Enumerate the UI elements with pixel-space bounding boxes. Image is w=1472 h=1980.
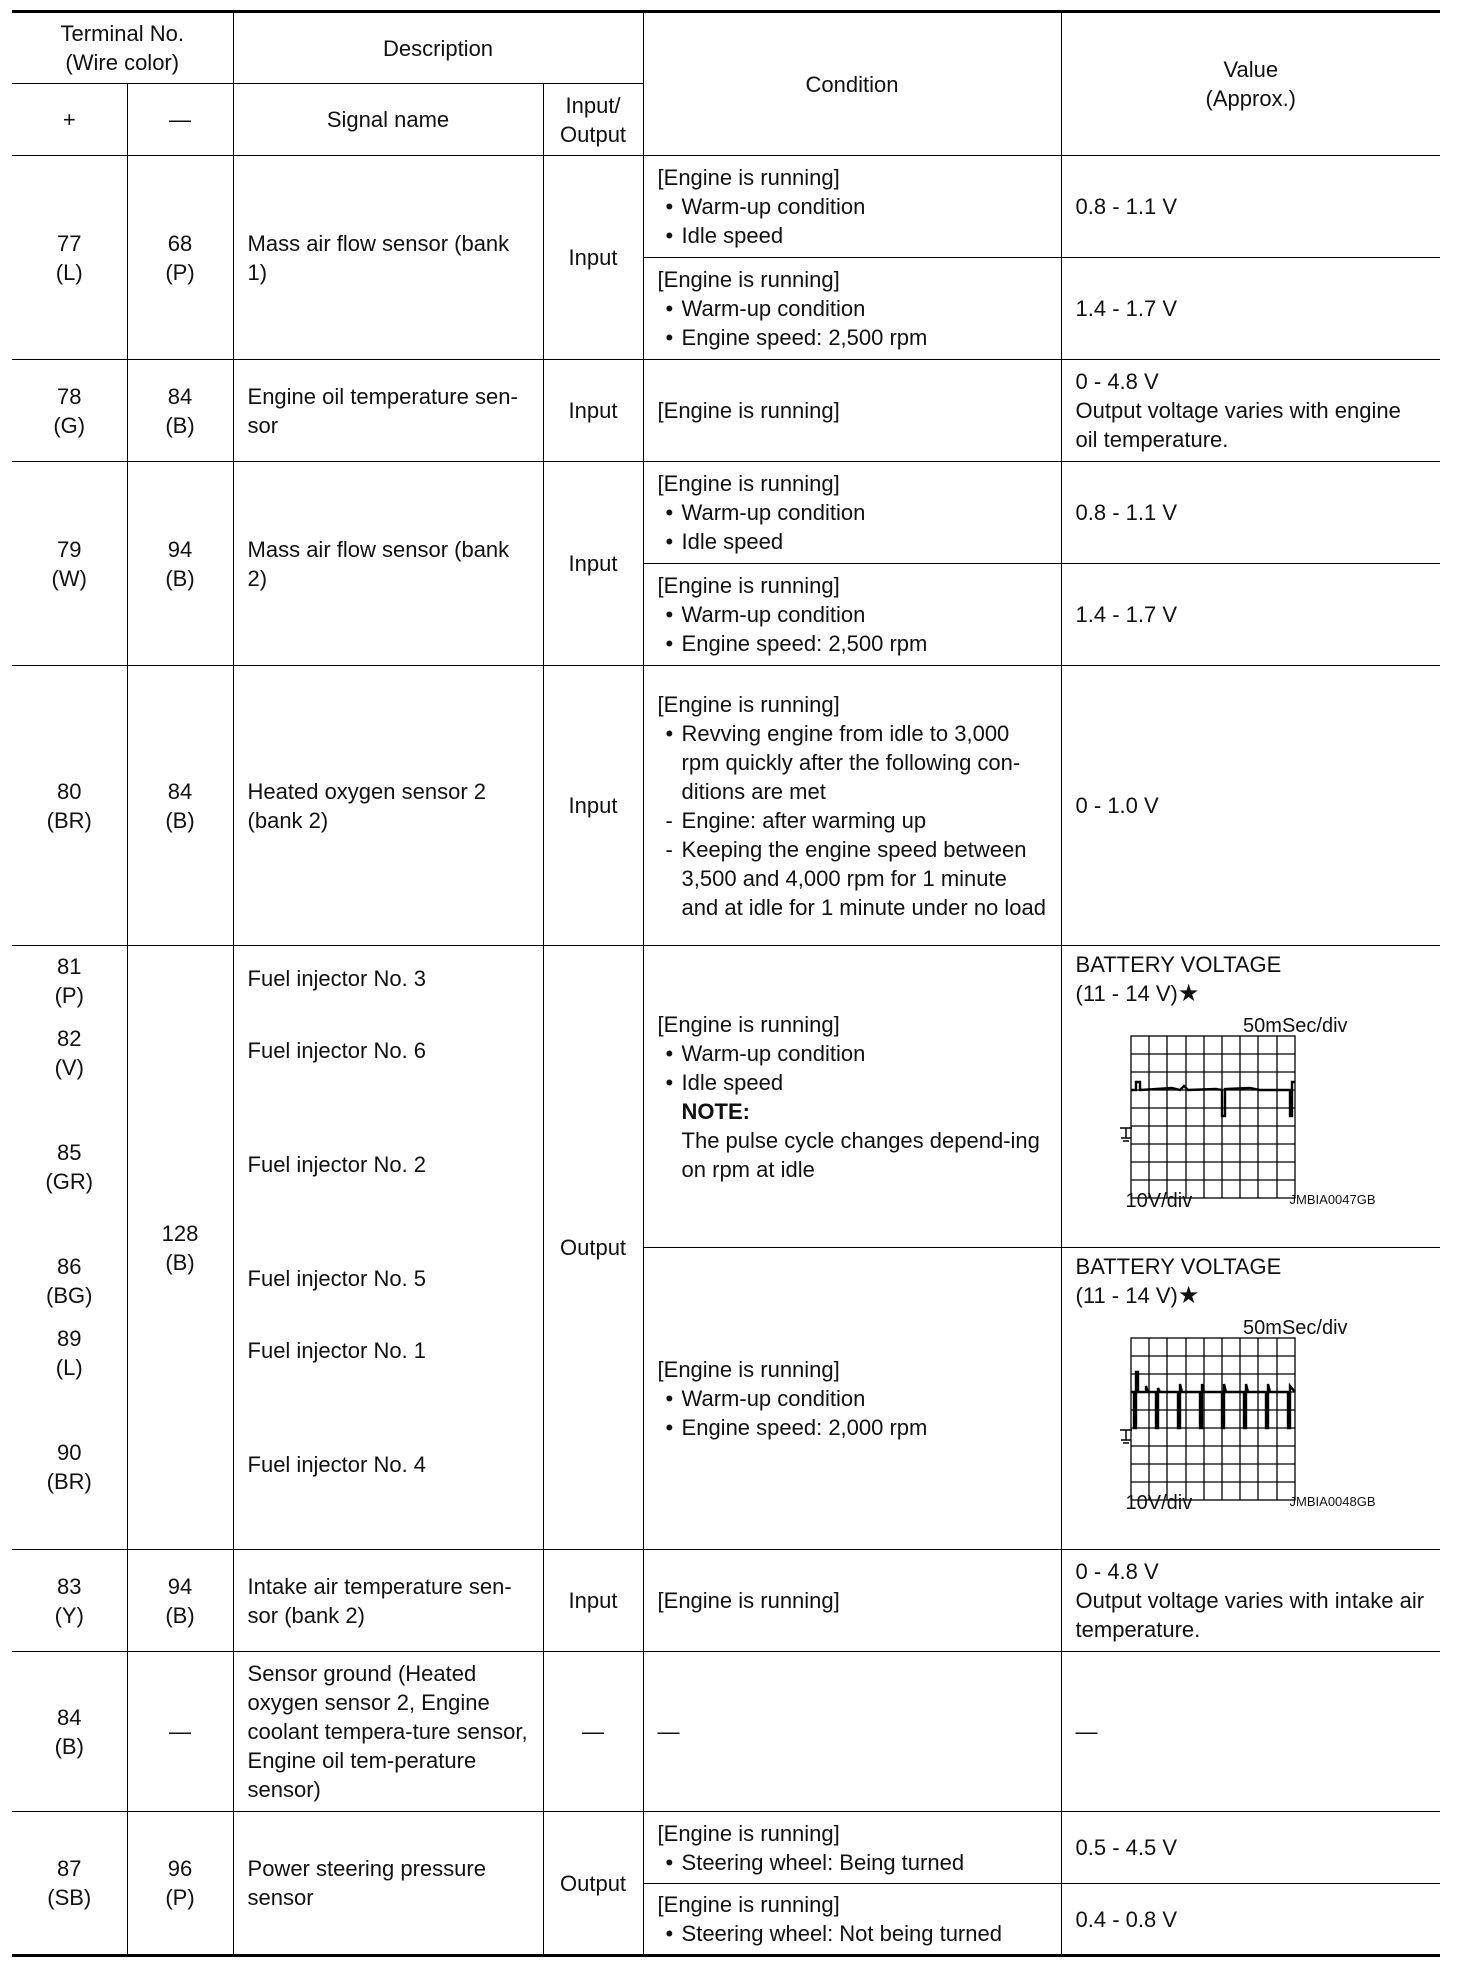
injector-terminal — [26, 1252, 113, 1324]
scope-volt-scale: 10V/div — [1125, 1492, 1193, 1514]
signal-name: Sensor ground (Heated oxygen sensor 2, Engine coolant tempera-ture sensor, Engine oil tem-perature sensor) — [233, 1652, 543, 1812]
injector-terminal — [26, 1024, 113, 1138]
condition-head: [Engine is running] — [657, 1820, 840, 1846]
value-range: (11 - 14 V)★ — [1075, 980, 1200, 1007]
wire-color: (GR) — [45, 1169, 94, 1194]
terminal-number: 94 — [167, 536, 193, 562]
terminal-number: 90 — [57, 1440, 82, 1465]
value: 1.4 - 1.7 V — [1061, 564, 1440, 666]
wire-color: (B) — [165, 807, 195, 833]
signal-name-list — [233, 946, 543, 1550]
table-row — [12, 462, 1440, 564]
wire-color: (P) — [54, 983, 84, 1008]
header-plus: + — [12, 84, 127, 156]
wire-color: (P) — [165, 259, 195, 285]
wire-color: (G) — [53, 412, 86, 438]
plus-terminal — [12, 1812, 127, 1956]
minus-terminal: — — [127, 1652, 233, 1812]
wire-color: (B) — [165, 1249, 195, 1275]
signal-name: Heated oxygen sensor 2 (bank 2) — [233, 666, 543, 946]
value: 1.4 - 1.7 V — [1061, 258, 1440, 360]
wire-color: (P) — [165, 1885, 195, 1910]
plus-terminal — [12, 666, 127, 946]
condition-head: [Engine is running] — [657, 1011, 840, 1037]
wire-color: (L) — [55, 1355, 83, 1380]
condition-head: [Engine is running] — [657, 1357, 840, 1382]
io: — — [543, 1652, 643, 1812]
wire-color: (W) — [51, 565, 87, 591]
condition-head: [Engine is running] — [657, 165, 840, 190]
condition-head: [Engine is running] — [657, 691, 840, 717]
plus-terminal — [12, 1550, 127, 1652]
header-description: Description — [233, 12, 643, 84]
header-signal-name: Signal name — [233, 84, 543, 156]
wire-color: (B) — [165, 565, 195, 591]
plus-terminal — [12, 1652, 127, 1812]
header-value-line2: (Approx.) — [1205, 86, 1297, 111]
injector-name: Fuel injector No. 2 — [247, 1152, 427, 1177]
terminal-number: 84 — [57, 1704, 82, 1730]
terminal-number: 80 — [57, 778, 82, 804]
plus-terminal — [12, 462, 127, 666]
minus-terminal — [127, 462, 233, 666]
condition — [643, 564, 1061, 666]
value — [1061, 1550, 1440, 1652]
terminal-number: 96 — [167, 1856, 193, 1881]
condition — [643, 1812, 1061, 1884]
injector-terminal — [26, 1324, 113, 1438]
terminal-number: 84 — [167, 778, 193, 804]
wire-color: (BR) — [46, 1469, 92, 1494]
condition-bullet: • Steering wheel: Not being turned — [658, 1919, 1047, 1948]
condition — [643, 156, 1061, 258]
header-terminal-line1: Terminal No. — [60, 21, 184, 46]
scope-time-scale: 50mSec/div — [1243, 1015, 1348, 1037]
injector-name: Fuel injector No. 1 — [247, 1338, 427, 1363]
value-waveform — [1061, 946, 1440, 1248]
wire-color: (SB) — [47, 1885, 92, 1910]
header-condition: Condition — [643, 12, 1061, 156]
terminal-number: 84 — [167, 383, 193, 409]
condition-head: [Engine is running] — [657, 573, 840, 598]
wire-color: (L) — [55, 259, 83, 285]
terminal-number: 89 — [57, 1326, 82, 1351]
signal-name: Power steering pressure sensor — [233, 1812, 543, 1956]
condition-head: [Engine is running] — [657, 267, 840, 292]
oscilloscope-waveform-2000rpm — [1076, 1314, 1376, 1524]
condition-head: [Engine is running] — [657, 471, 840, 496]
condition — [643, 666, 1061, 946]
minus-terminal — [127, 1812, 233, 1956]
condition-bullet: • Idle speed — [658, 1068, 1047, 1097]
value-note: Output voltage varies with intake air temperature. — [1075, 1588, 1425, 1642]
terminal-number: 128 — [161, 1220, 199, 1246]
value: 0.8 - 1.1 V — [1061, 156, 1440, 258]
condition — [643, 946, 1061, 1248]
figure-id: JMBIA0047GB — [1289, 1192, 1376, 1207]
condition-bullet: • Warm-up condition — [658, 294, 1047, 323]
condition — [643, 1248, 1061, 1550]
wire-color: (BG) — [46, 1283, 93, 1308]
terminal-number: 77 — [57, 230, 82, 256]
condition-bullet: • Warm-up condition — [658, 1384, 1047, 1413]
condition: [Engine is running] — [643, 360, 1061, 462]
minus-terminal — [127, 360, 233, 462]
condition: [Engine is running] — [643, 1550, 1061, 1652]
header-io-line1: Input/ — [565, 92, 621, 118]
table-row — [12, 946, 1440, 1248]
table-row — [12, 1550, 1440, 1652]
terminal-number: 86 — [57, 1254, 82, 1279]
wire-color: (Y) — [54, 1602, 84, 1628]
condition-bullet: • Revving engine from idle to 3,000 rpm quickly after the following con-ditions are met — [658, 719, 1047, 806]
terminal-number: 82 — [57, 1026, 82, 1051]
condition-bullet: • Warm-up condition — [658, 498, 1047, 527]
signal-name: Mass air flow sensor (bank 2) — [233, 462, 543, 666]
terminal-number: 78 — [57, 383, 82, 409]
minus-terminal — [127, 1550, 233, 1652]
condition: — — [643, 1652, 1061, 1812]
condition-dash: - Keeping the engine speed between 3,500 and 4,000 rpm for 1 minute and at idle for 1 minute under no load — [658, 835, 1047, 922]
table-row — [12, 156, 1440, 258]
io: Output — [543, 1812, 643, 1956]
value: — — [1061, 1652, 1440, 1812]
condition-bullet: • Engine speed: 2,000 rpm — [658, 1413, 1047, 1442]
value: 0.8 - 1.1 V — [1061, 462, 1440, 564]
condition-bullet: • Steering wheel: Being turned — [658, 1848, 1047, 1877]
condition-head: [Engine is running] — [657, 1892, 840, 1917]
injector-name: Fuel injector No. 5 — [247, 1266, 427, 1291]
scope-volt-scale: 10V/div — [1125, 1190, 1193, 1212]
value: 0.4 - 0.8 V — [1061, 1884, 1440, 1956]
io: Input — [543, 156, 643, 360]
injector-name: Fuel injector No. 3 — [247, 966, 427, 991]
value-line: 0 - 4.8 V — [1075, 369, 1159, 394]
condition-bullet: • Engine speed: 2,500 rpm — [658, 323, 1047, 352]
header-terminal-line2: (Wire color) — [65, 50, 180, 75]
value-line: BATTERY VOLTAGE — [1075, 1254, 1282, 1279]
signal-name: Intake air temperature sen-sor (bank 2) — [233, 1550, 543, 1652]
wire-color: (B) — [165, 1602, 195, 1628]
terminal-number: 81 — [57, 954, 82, 979]
wire-color: (B) — [54, 1733, 84, 1759]
injector-terminal — [26, 1438, 113, 1496]
signal-name: Engine oil temperature sen-sor — [233, 360, 543, 462]
terminal-number: 87 — [57, 1856, 82, 1881]
plus-terminal — [12, 360, 127, 462]
table-row — [12, 1652, 1440, 1812]
condition-note-label: NOTE: — [681, 1098, 750, 1124]
condition-dash: - Engine: after warming up — [658, 806, 1047, 835]
condition-bullet: • Idle speed — [658, 527, 1047, 556]
star-icon: ★ — [1177, 980, 1200, 1007]
terminal-table-page — [12, 10, 1440, 1957]
header-value — [1061, 12, 1440, 156]
scope-time-scale: 50mSec/div — [1243, 1317, 1348, 1339]
value: 0.5 - 4.5 V — [1061, 1812, 1440, 1884]
terminal-number: 68 — [167, 230, 193, 256]
condition-note-text: The pulse cycle changes depend-ing on rpm at idle — [681, 1127, 1040, 1182]
plus-terminal-list — [12, 946, 127, 1550]
signal-name: Mass air flow sensor (bank 1) — [233, 156, 543, 360]
condition — [643, 462, 1061, 564]
injector-terminal — [26, 1138, 113, 1252]
terminal-table — [12, 10, 1440, 1957]
injector-name: Fuel injector No. 6 — [247, 1038, 427, 1063]
terminal-number: 83 — [57, 1573, 82, 1599]
condition — [643, 1884, 1061, 1956]
header-terminal — [12, 12, 233, 84]
plus-terminal — [12, 156, 127, 360]
wire-color: (V) — [54, 1055, 84, 1080]
header-io-line2: Output — [560, 121, 627, 147]
injector-name: Fuel injector No. 4 — [247, 1452, 427, 1477]
condition-bullet: • Warm-up condition — [658, 192, 1047, 221]
condition — [643, 258, 1061, 360]
value-line: BATTERY VOLTAGE — [1075, 952, 1282, 977]
terminal-number: 94 — [167, 1573, 193, 1599]
io: Input — [543, 666, 643, 946]
value-range: (11 - 14 V)★ — [1075, 1282, 1200, 1309]
minus-terminal — [127, 666, 233, 946]
value-note: Output voltage varies with engine oil temperature. — [1075, 398, 1401, 452]
io: Input — [543, 360, 643, 462]
value: 0 - 1.0 V — [1061, 666, 1440, 946]
wire-color: (BR) — [46, 807, 92, 833]
star-icon: ★ — [1177, 1282, 1200, 1309]
wire-color: (B) — [165, 412, 195, 438]
io: Output — [543, 946, 643, 1550]
condition-bullet: • Warm-up condition — [658, 600, 1047, 629]
terminal-number: 79 — [57, 536, 82, 562]
minus-terminal — [127, 156, 233, 360]
value-waveform — [1061, 1248, 1440, 1550]
minus-terminal — [127, 946, 233, 1550]
table-row — [12, 666, 1440, 946]
terminal-number: 85 — [57, 1140, 82, 1165]
io: Input — [543, 1550, 643, 1652]
condition-bullet: • Idle speed — [658, 221, 1047, 250]
table-row — [12, 1812, 1440, 1884]
io: Input — [543, 462, 643, 666]
condition-bullet: • Engine speed: 2,500 rpm — [658, 629, 1047, 658]
condition-bullet: • Warm-up condition — [658, 1039, 1047, 1068]
value-line: 0 - 4.8 V — [1075, 1559, 1159, 1584]
figure-id: JMBIA0048GB — [1289, 1494, 1376, 1509]
oscilloscope-waveform-idle — [1076, 1012, 1376, 1222]
table-row — [12, 360, 1440, 462]
header-io — [543, 84, 643, 156]
value — [1061, 360, 1440, 462]
injector-terminal — [26, 952, 113, 1024]
header-value-line1: Value — [1223, 57, 1279, 82]
header-minus: — — [127, 84, 233, 156]
